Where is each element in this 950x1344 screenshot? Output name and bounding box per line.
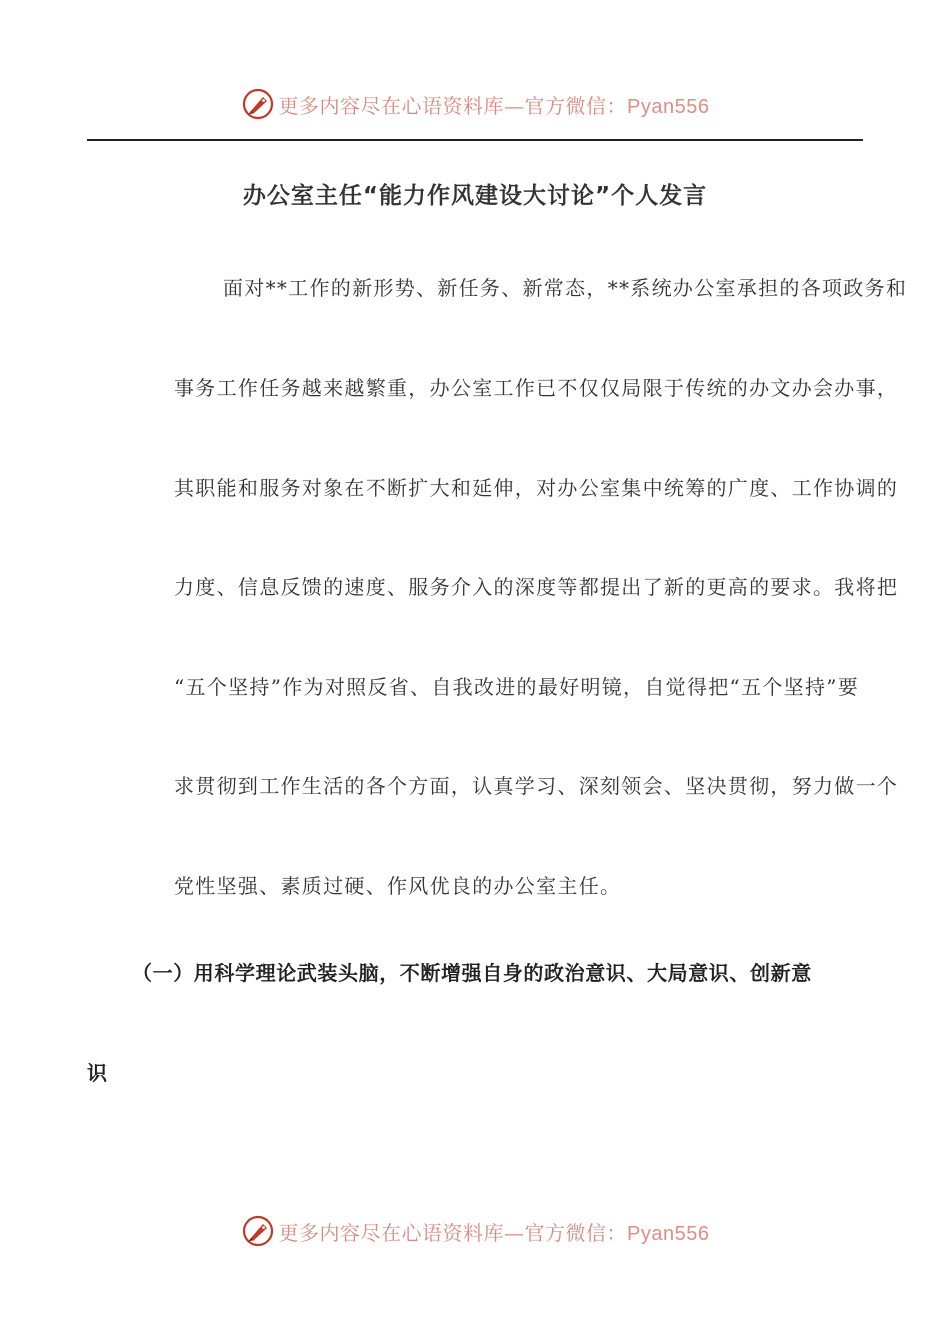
section-heading-line: 识 bbox=[87, 1061, 108, 1085]
pen-nib-logo-icon bbox=[241, 1214, 275, 1248]
watermark-text: 更多内容尽在心语资料库—官方微信：Pyan556 bbox=[278, 1220, 710, 1245]
header-divider bbox=[87, 139, 863, 141]
header-watermark bbox=[0, 84, 950, 124]
paragraph-line: “五个坚持”作为对照反省、自我改进的最好明镜，自觉得把“五个坚持”要 bbox=[174, 675, 860, 699]
paragraph-line: 事务工作任务越来越繁重，办公室工作已不仅仅局限于传统的办文办会办事， bbox=[174, 376, 899, 400]
paragraph-line: 其职能和服务对象在不断扩大和延伸，对办公室集中统筹的广度、工作协调的 bbox=[174, 476, 899, 500]
section-heading-line: （一）用科学理论武装头脑，不断增强自身的政治意识、大局意识、创新意 bbox=[132, 961, 812, 985]
paragraph-line: 面对**工作的新形势、新任务、新常态，**系统办公室承担的各项政务和 bbox=[223, 276, 908, 300]
watermark-wechat-id: Pyan556 bbox=[627, 95, 710, 118]
paragraph-line: 党性坚强、素质过硬、作风优良的办公室主任。 bbox=[174, 874, 622, 898]
watermark-text: 更多内容尽在心语资料库—官方微信：Pyan556 bbox=[278, 93, 710, 118]
paragraph-line: 求贯彻到工作生活的各个方面，认真学习、深刻领会、坚决贯彻，努力做一个 bbox=[174, 774, 899, 798]
pen-nib-logo-icon bbox=[241, 87, 275, 121]
watermark-wechat-id: Pyan556 bbox=[627, 1222, 710, 1245]
paragraph-line: 力度、信息反馈的速度、服务介入的深度等都提出了新的更高的要求。我将把 bbox=[174, 575, 899, 599]
document-title: 办公室主任“能力作风建设大讨论”个人发言 bbox=[242, 183, 708, 209]
footer-watermark bbox=[0, 1211, 950, 1251]
